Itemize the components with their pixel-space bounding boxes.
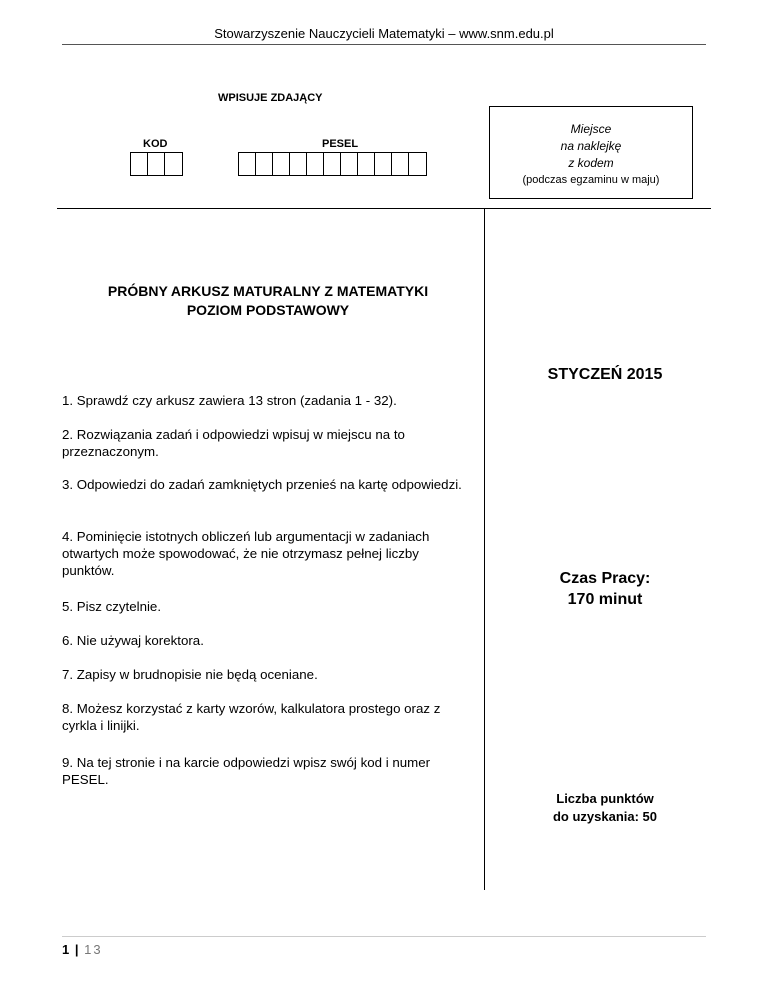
sticker-line-4: (podczas egzaminu w maju) [522,174,660,186]
pesel-box[interactable] [273,153,290,175]
kod-input-boxes[interactable] [130,152,183,176]
pesel-input-boxes[interactable] [238,152,427,176]
page-header: Stowarzyszenie Nauczycieli Matematyki – www.snm.edu.pl [214,26,554,41]
time-value: 170 minut [567,591,643,608]
time-label: Czas Pracy: [559,570,651,587]
points-value: do uzyskania: 50 [552,809,658,824]
instruction-item: 6. Nie używaj korektora. [62,633,204,648]
wpisuje-label: WPISUJE ZDAJĄCY [218,92,323,104]
page-total: 13 [84,942,103,957]
page-separator: | [74,942,79,957]
sticker-line-2: na naklejkę [560,139,622,153]
sticker-line-1: Miejsce [570,122,612,136]
kod-label: KOD [143,138,168,150]
exam-date: STYCZEŃ 2015 [547,366,663,383]
instruction-item: 2. Rozwiązania zadań i odpowiedzi wpisuj w miejscu na to przeznaczonym. [62,427,405,459]
kod-box[interactable] [131,153,148,175]
pesel-box[interactable] [341,153,358,175]
sticker-line-3: z kodem [568,156,614,170]
vertical-divider [484,208,485,890]
pesel-box[interactable] [307,153,324,175]
exam-points [500,790,710,826]
pesel-box[interactable] [392,153,409,175]
exam-title-line-2: POZIOM PODSTAWOWY [186,302,350,318]
exam-time [500,568,710,610]
kod-box[interactable] [148,153,165,175]
instruction-item: 7. Zapisy w brudnopisie nie będą oceniane. [62,667,318,682]
instruction-item: 9. Na tej stronie i na karcie odpowiedzi wpisz swój kod i numer PESEL. [62,755,431,787]
pesel-box[interactable] [290,153,307,175]
instruction-item: 4. Pominięcie istotnych obliczeń lub argumentacji w zadaniach otwartych może spowodować, że nie otrzymasz pełnej liczby punktów. [62,529,430,578]
pesel-box[interactable] [375,153,392,175]
points-label: Liczba punktów [556,791,654,806]
instruction-item: 1. Sprawdź czy arkusz zawiera 13 stron (zadania 1 - 32). [62,393,397,408]
pesel-box[interactable] [256,153,273,175]
instruction-item: 3. Odpowiedzi do zadań zamkniętych przenieś na kartę odpowiedzi. [62,477,462,492]
instruction-item: 8. Możesz korzystać z karty wzorów, kalkulatora prostego oraz z cyrkla i linijki. [62,701,441,733]
horizontal-divider [57,208,711,209]
exam-title-line-1: PRÓBNY ARKUSZ MATURALNY Z MATEMATYKI [107,283,429,299]
footer-divider [62,936,706,937]
sticker-box [489,106,693,199]
kod-box[interactable] [165,153,182,175]
pesel-box[interactable] [324,153,341,175]
pesel-box[interactable] [239,153,256,175]
header-divider [62,44,706,45]
pesel-box[interactable] [358,153,375,175]
page-current: 1 [62,942,70,957]
page-number [62,942,103,957]
pesel-label: PESEL [322,138,359,150]
instruction-item: 5. Pisz czytelnie. [62,599,162,614]
pesel-box[interactable] [409,153,426,175]
exam-title [58,282,478,320]
